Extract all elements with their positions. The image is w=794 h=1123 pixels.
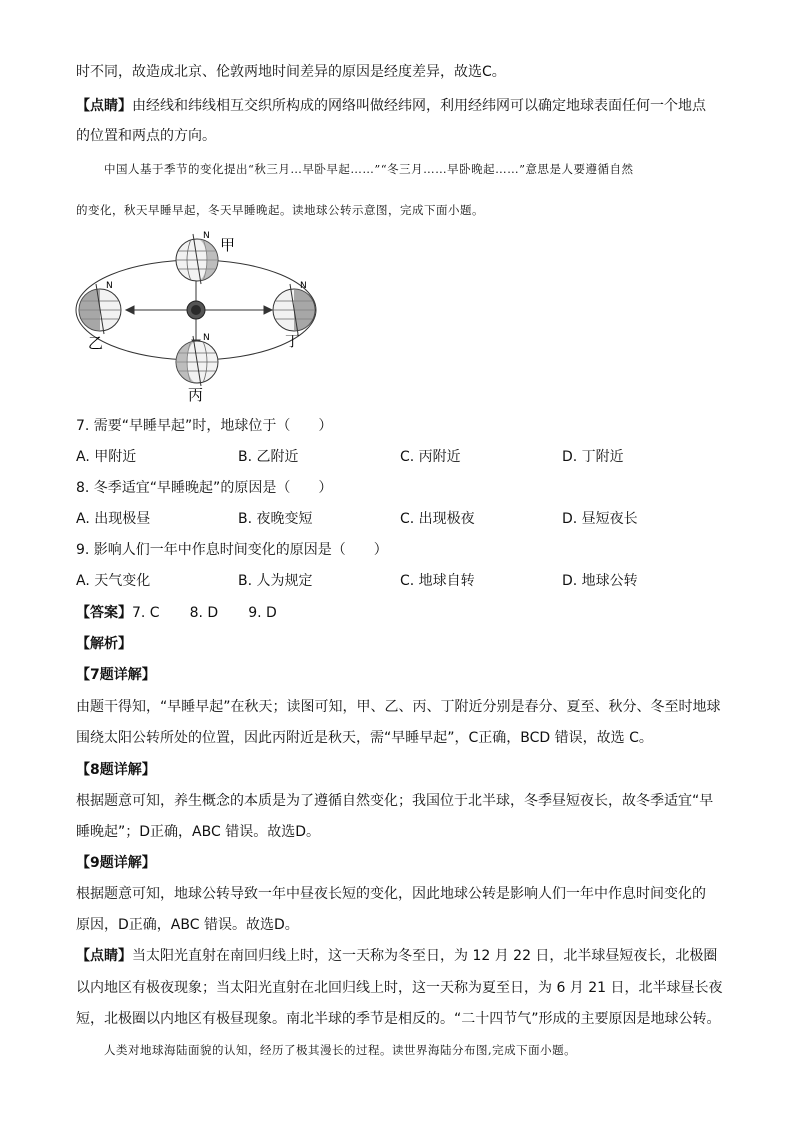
answer-line <box>76 603 277 623</box>
svg-text:N: N <box>203 231 210 241</box>
material-line-2: 的变化，秋天早睡早起，冬天早睡晚起。读地球公转示意图，完成下面小题。 <box>76 203 484 217</box>
answer-9: 9. D <box>248 605 277 621</box>
earth-ding-icon <box>273 281 315 334</box>
q8-detail-line-1: 根据题意可知，养生概念的本质是为了遵循自然变化；我国位于北半球，冬季昼短夜长，故冬季适宜“早 <box>76 793 714 809</box>
dianjing2-line-2: 以内地区有极夜现象；当太阳光直射在北回归线上时，这一天称为夏至日，为 6 月 21 日，北半球昼长夜 <box>76 980 723 996</box>
material-line-1: 中国人基于季节的变化提出“秋三月…早卧早起……”“冬三月……早卧晚起……”意思是人要遵循自然 <box>104 162 634 176</box>
question-9-stem: 9. 影响人们一年中作息时间变化的原因是（ ） <box>76 542 388 558</box>
q9-detail-tag: 【9题详解】 <box>76 855 156 871</box>
label-jia: 甲 <box>220 236 236 254</box>
q9-option-a: A. 天气变化 <box>76 573 151 589</box>
label-ding: 丁 <box>285 332 301 350</box>
question-8-stem: 8. 冬季适宜“早睡晚起”的原因是（ ） <box>76 480 333 496</box>
q7-detail-tag: 【7题详解】 <box>76 667 156 683</box>
intro-line-1: 时不同，故造成北京、伦敦两地时间差异的原因是经度差异，故选C。 <box>76 64 506 80</box>
q8-option-c: C. 出现极夜 <box>400 511 475 527</box>
answer-tag: 【答案】 <box>76 605 132 621</box>
q9-option-d: D. 地球公转 <box>562 573 638 589</box>
q7-detail-line-2: 围绕太阳公转所处的位置，因此丙附近是秋天，需“早睡早起”，C正确，BCD 错误，故选 C。 <box>76 730 653 746</box>
q8-option-a: A. 出现极昼 <box>76 511 151 527</box>
next-material-line: 人类对地球海陆面貌的认知，经历了极其漫长的过程。读世界海陆分布图,完成下面小题。 <box>104 1043 577 1057</box>
svg-text:N: N <box>300 281 307 291</box>
q8-detail-tag: 【8题详解】 <box>76 762 156 778</box>
earth-revolution-diagram <box>72 230 332 405</box>
q9-detail-line-2: 原因，D正确，ABC 错误。故选D。 <box>76 917 299 933</box>
q7-option-c: C. 丙附近 <box>400 449 461 465</box>
dianjing2-paragraph <box>76 946 717 966</box>
label-bing: 丙 <box>188 386 204 404</box>
earth-jia-icon <box>176 231 218 284</box>
q8-detail-line-2: 睡晚起”；D正确，ABC 错误。故选D。 <box>76 824 320 840</box>
q7-option-a: A. 甲附近 <box>76 449 137 465</box>
label-yi: 乙 <box>88 334 104 352</box>
dianjing-text-1: 由经线和纬线相互交织所构成的网络叫做经纬网，利用经纬网可以确定地球表面任何一个地点 <box>132 98 706 114</box>
dianjing2-line-1: 当太阳光直射在南回归线上时，这一天称为冬至日，为 12 月 22 日，北半球昼短夜长，北极圈 <box>132 948 718 964</box>
dianjing-paragraph <box>76 96 706 116</box>
dianjing-tag: 【点睛】 <box>76 98 132 114</box>
answer-7: 7. C <box>132 605 160 621</box>
question-7-stem: 7. 需要“早睡早起”时，地球位于（ ） <box>76 418 333 434</box>
svg-text:N: N <box>203 333 210 343</box>
q7-option-d: D. 丁附近 <box>562 449 624 465</box>
q9-detail-line-1: 根据题意可知，地球公转导致一年中昼夜长短的变化，因此地球公转是影响人们一年中作息时间变化的 <box>76 886 706 902</box>
dianjing2-tag: 【点睛】 <box>76 948 132 964</box>
analysis-tag: 【解析】 <box>76 636 132 652</box>
earth-yi-icon <box>79 281 121 334</box>
earth-bing-icon <box>176 333 218 386</box>
q8-option-b: B. 夜晚变短 <box>238 511 313 527</box>
svg-text:N: N <box>106 281 113 291</box>
dianjing-text-2: 的位置和两点的方向。 <box>76 128 216 144</box>
q8-option-d: D. 昼短夜长 <box>562 511 638 527</box>
answer-8: 8. D <box>189 605 219 621</box>
q9-option-b: B. 人为规定 <box>238 573 313 589</box>
dianjing2-line-3: 短，北极圈以内地区有极昼现象。南北半球的季节是相反的。“二十四节气”形成的主要原因是地球公转。 <box>76 1011 721 1027</box>
q7-detail-line-1: 由题干得知，“早睡早起”在秋天；读图可知，甲、乙、丙、丁附近分别是春分、夏至、秋分、冬至时地球 <box>76 699 721 715</box>
q7-option-b: B. 乙附近 <box>238 449 299 465</box>
q9-option-c: C. 地球自转 <box>400 573 475 589</box>
